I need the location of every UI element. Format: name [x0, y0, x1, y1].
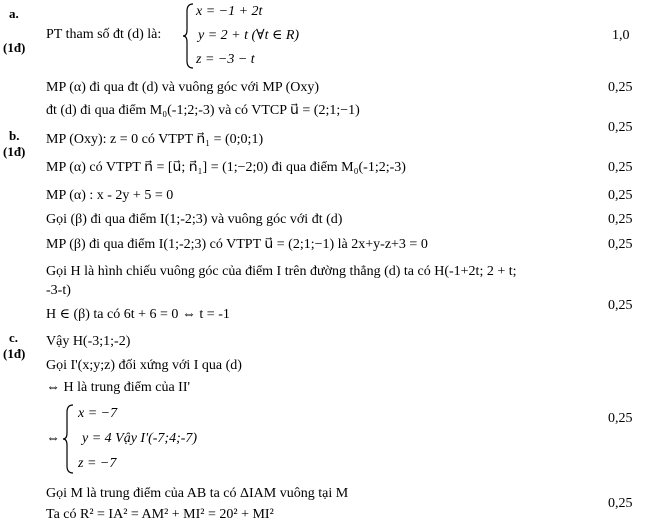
c-equiv: ⇔ [46, 431, 60, 446]
part-b-label: b. [9, 128, 20, 143]
c-line-3: Vậy H(-3;1;-2) [46, 334, 131, 349]
part-c-label: c. [9, 330, 19, 345]
equation-z: z = −3 − t [196, 52, 255, 67]
score-3: 0,25 [608, 160, 633, 175]
part-a-points: (1đ) [3, 40, 26, 55]
b-line-4: MP (α) có VTPT n⃗ = [u⃗; n⃗₁] = (1;−2;0) đi qua điểm M₀(-1;2;-3) [46, 160, 406, 175]
c-line-7: Ta có R² = IA² = AM² + MI² = 20² + MI² [46, 507, 274, 522]
part-a-intro: PT tham số đt (d) là: [46, 27, 162, 42]
equation-x: x = −1 + 2t [196, 4, 263, 19]
score-5: 0,25 [608, 212, 633, 227]
c-line-5: ⇔ H là trung điểm của II' [46, 380, 191, 395]
score-6: 0,25 [608, 237, 633, 252]
part-a-label: a. [9, 6, 19, 21]
c-line-1b: -3-t) [46, 283, 71, 298]
score-a: 1,0 [612, 28, 630, 43]
score-9: 0,25 [608, 496, 633, 511]
score-8: 0,25 [608, 411, 633, 426]
b-line-6: Gọi (β) đi qua điểm I(1;-2;3) và vuông góc với đt (d) [46, 212, 343, 227]
system-brace [182, 3, 196, 69]
part-c-points: (1đ) [3, 346, 26, 361]
c-line-6: Gọi M là trung điểm của AB ta có ΔIAM vuông tại M [46, 486, 349, 501]
c-equation-x: x = −7 [78, 406, 118, 421]
c-equation-y: y = 4 Vậy I'(-7;4;-7) [82, 431, 198, 446]
score-4: 0,25 [608, 188, 633, 203]
score-1: 0,25 [608, 80, 633, 95]
c-line-4: Gọi I'(x;y;z) đối xứng với I qua (d) [46, 358, 242, 373]
system-brace-c [62, 404, 76, 474]
b-line-5: MP (α) : x - 2y + 5 = 0 [46, 188, 174, 203]
score-7: 0,25 [608, 298, 633, 313]
c-line-2: H ∈ (β) ta có 6t + 6 = 0 ⇔ t = -1 [46, 307, 230, 322]
b-line-2: đt (d) đi qua điểm M₀(-1;2;-3) và có VTCP u⃗ = (2;1;−1) [46, 103, 360, 118]
score-2: 0,25 [608, 120, 633, 135]
c-line-1: Gọi H là hình chiếu vuông góc của điểm I trên đường thẳng (d) ta có H(-1+2t; 2 + t; [46, 264, 517, 279]
b-line-1: MP (α) đi qua đt (d) và vuông góc với MP (Oxy) [46, 80, 320, 95]
part-b-points: (1đ) [3, 144, 26, 159]
equation-y: y = 2 + t (∀t ∈ R) [198, 28, 300, 43]
b-line-7: MP (β) đi qua điểm I(1;-2;3) có VTPT u⃗ = (2;1;−1) là 2x+y-z+3 = 0 [46, 237, 428, 252]
b-line-3: MP (Oxy): z = 0 có VTPT n⃗₁ = (0;0;1) [46, 132, 264, 147]
c-equation-z: z = −7 [78, 456, 117, 471]
